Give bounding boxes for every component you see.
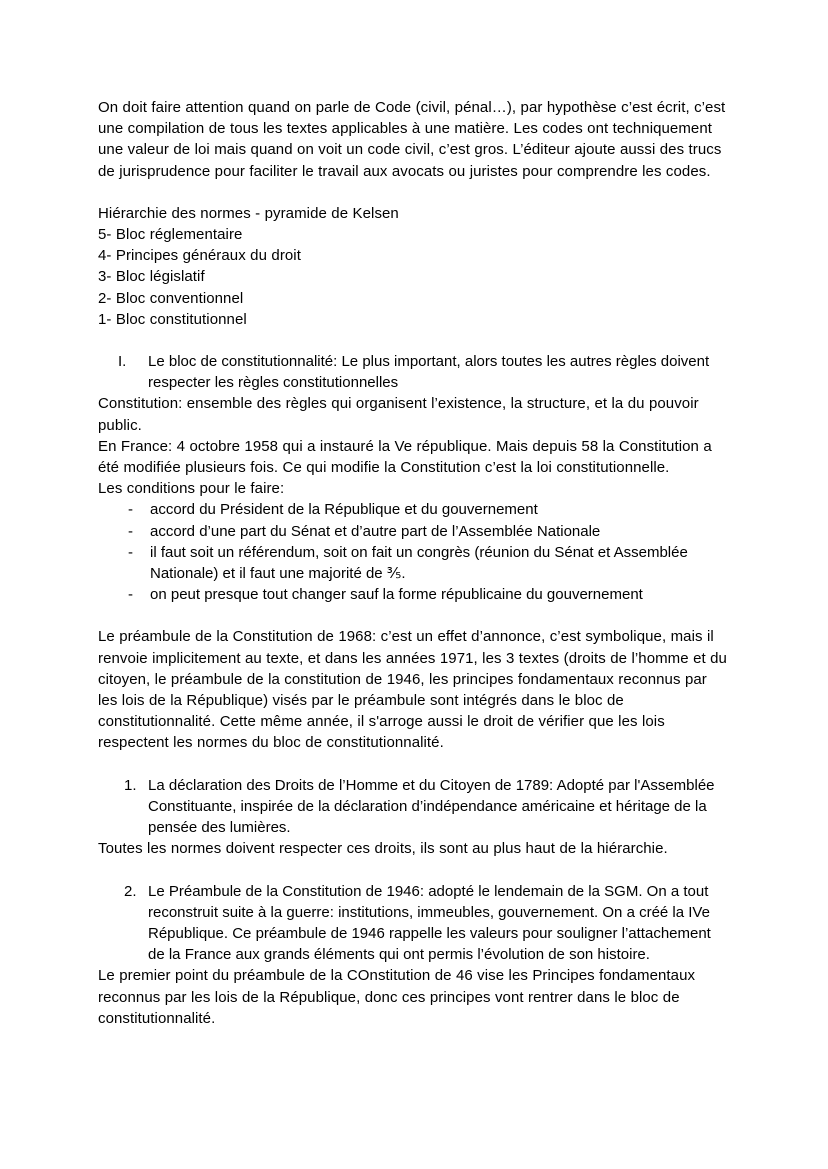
list-item (98, 584, 730, 605)
kelsen-level-5: 5- Bloc réglementaire (98, 226, 243, 244)
document-text-body (98, 97, 730, 1029)
conditions-lead-line: Les conditions pour le faire: (98, 480, 285, 498)
kelsen-level-1: 1- Bloc constitutionnel (98, 310, 247, 328)
list-marker-roman-1: I. (118, 353, 127, 371)
roman-numeral-list (98, 351, 730, 393)
list-item-text: on peut presque tout changer sauf la forme républicaine du gouvernement (150, 586, 643, 604)
kelsen-level-2: 2- Bloc conventionnel (98, 289, 244, 307)
list-marker-dash-3: - (128, 543, 133, 561)
list-item (98, 881, 730, 966)
spacer (98, 860, 730, 881)
spacer (98, 605, 730, 626)
numbered-list-item-2 (98, 881, 730, 966)
list-marker-dash-2: - (128, 522, 133, 540)
list-item (98, 775, 730, 839)
list-item-text: accord d’une part du Sénat et d’autre part de l’Assemblée Nationale (150, 522, 601, 540)
list-item (98, 542, 730, 584)
kelsen-level-4: 4- Principes généraux du droit (98, 247, 301, 265)
after-item-2-paragraph: Le premier point du préambule de la COnstitution de 46 vise les Principes fondamentaux reconnus par les lois de la République, donc ces principes vont rentrer dans le bloc de constitutionnalité. (98, 967, 696, 1027)
preambule-paragraph: Le préambule de la Constitution de 1968: c’est un effet d’annonce, c’est symbolique, mais il renvoie implicitement au texte, et dans les années 1971, les 3 textes (droits de l’homme et du citoyen, le préambule de la constitution de 1946, les principes fondamentaux reconnus par les lois de la République) visés par le préambule sont intégrés dans le bloc de constitutionnalité. Cette même année, il s'arroge aussi le droit de vérifier que les lois respectent les normes du bloc de constitutionnalité. (98, 628, 727, 752)
list-item-text: Le bloc de constitutionnalité: Le plus important, alors toutes les autres règles doivent respecter les règles constitutionnelles (148, 353, 710, 392)
list-item (98, 351, 730, 393)
intro-paragraph: On doit faire attention quand on parle de Code (civil, pénal…), par hypothèse c’est écrit, c’est une compilation de tous les textes applicables à une matière. Les codes ont techniquement une valeur de loi mais quand on voit un code civil, c’est gros. L’éditeur ajoute aussi des trucs de jurisprudence pour faciliter le travail aux avocats ou juristes pour comprendre les codes. (98, 99, 726, 180)
list-item-text: Le Préambule de la Constitution de 1946: adopté le lendemain de la SGM. On a tout reconstruit suite à la guerre: institutions, immeubles, gouvernement. On a créé la IVe République. Ce préambule de 1946 rappelle les valeurs pour souligner l’attachement de la France aux grands éléments qui ont permis l’évolution de son histoire. (148, 882, 711, 964)
constitution-definition-paragraph: Constitution: ensemble des règles qui organisent l’existence, la structure, et la du pouvoir public. (98, 395, 699, 434)
list-item (98, 499, 730, 520)
list-marker-dash-1: - (128, 501, 133, 519)
spacer (98, 754, 730, 775)
list-marker-dash-4: - (128, 586, 133, 604)
list-item-text: La déclaration des Droits de l’Homme et du Citoyen de 1789: Adopté par l'Assemblée Constituante, inspirée de la déclaration d’indépendance américaine et héritage de la pensée des lumières. (148, 776, 715, 837)
list-item (98, 521, 730, 542)
en-france-paragraph: En France: 4 octobre 1958 qui a instauré la Ve république. Mais depuis 58 la Constitution a été modifiée plusieurs fois. Ce qui modifie la Constitution c’est la loi constitutionnelle. (98, 437, 712, 477)
kelsen-level-3: 3- Bloc législatif (98, 268, 205, 286)
kelsen-heading: Hiérarchie des normes - pyramide de Kelsen (98, 204, 399, 222)
list-item-text: il faut soit un référendum, soit on fait un congrès (réunion du Sénat et Assemblée Nationale) et il faut une majorité de ⅗. (150, 543, 688, 583)
list-marker-decimal-2: 2. (124, 882, 137, 900)
after-item-1-paragraph: Toutes les normes doivent respecter ces droits, ils sont au plus haut de la hiérarchie. (98, 840, 668, 858)
list-item-text: accord du Président de la République et du gouvernement (150, 501, 538, 519)
numbered-list-item-1 (98, 775, 730, 839)
list-marker-decimal-1: 1. (124, 776, 137, 794)
spacer (98, 182, 730, 203)
spacer (98, 330, 730, 351)
conditions-dash-list (98, 499, 730, 605)
